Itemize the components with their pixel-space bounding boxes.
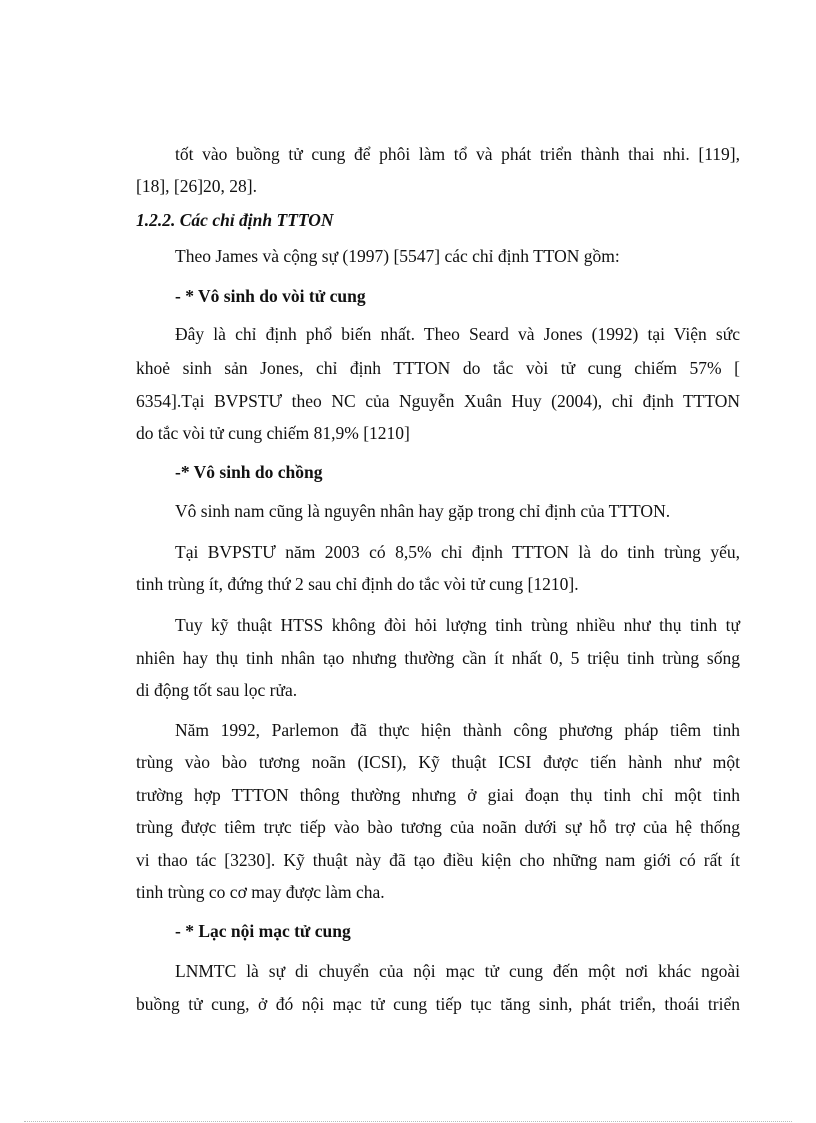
paragraph-line: [18], [26]20, 28]. bbox=[136, 176, 258, 196]
paragraph-line: khoẻ sinh sản Jones, chỉ định TTTON do tắc vòi tử cung chiếm 57% [ bbox=[136, 358, 740, 378]
paragraph-line: Vô sinh nam cũng là nguyên nhân hay gặp trong chỉ định của TTTON. bbox=[175, 501, 671, 521]
paragraph-line: 6354].Tại BVPSTƯ theo NC của Nguyễn Xuân Huy (2004), chỉ định TTTON bbox=[136, 391, 740, 411]
paragraph-line: di động tốt sau lọc rửa. bbox=[136, 680, 298, 700]
paragraph-line: nhiên hay thụ tinh nhân tạo nhưng thường cần ít nhất 0, 5 triệu tinh trùng sống bbox=[136, 648, 740, 668]
page-bottom-rule bbox=[24, 1121, 792, 1122]
paragraph-line: tinh trùng co cơ may được làm cha. bbox=[136, 882, 385, 902]
sub-heading: - * Vô sinh do vòi tử cung bbox=[175, 286, 366, 306]
paragraph-line: Tuy kỹ thuật HTSS không đòi hỏi lượng tinh trùng nhiều như thụ tinh tự bbox=[175, 615, 740, 635]
sub-heading: - * Lạc nội mạc tử cung bbox=[175, 921, 351, 941]
paragraph-line: Theo James và cộng sự (1997) [5547] các chỉ định TTON gồm: bbox=[175, 246, 620, 266]
sub-heading: -* Vô sinh do chồng bbox=[175, 462, 323, 482]
paragraph-line: tốt vào buồng tử cung để phôi làm tổ và phát triển thành thai nhi. [119], bbox=[175, 144, 740, 164]
paragraph-line: buồng tử cung, ở đó nội mạc tử cung tiếp tục tăng sinh, phát triển, thoái triển bbox=[136, 994, 740, 1014]
paragraph-line: trường hợp TTTON thông thường nhưng ở giai đoạn thụ tinh chỉ một tinh bbox=[136, 785, 740, 805]
paragraph-line: do tắc vòi tử cung chiếm 81,9% [1210] bbox=[136, 423, 410, 443]
paragraph-line: trùng được tiêm trực tiếp vào bào tương của noãn dưới sự hỗ trợ của hệ thống bbox=[136, 817, 740, 837]
paragraph-line: Năm 1992, Parlemon đã thực hiện thành công phương pháp tiêm tinh bbox=[175, 720, 740, 740]
paragraph-line: trùng vào bào tương noãn (ICSI), Kỹ thuật ICSI được tiến hành như một bbox=[136, 752, 740, 772]
paragraph-line: LNMTC là sự di chuyển của nội mạc tử cung đến một nơi khác ngoài bbox=[175, 961, 740, 981]
paragraph-line: Tại BVPSTƯ năm 2003 có 8,5% chỉ định TTTON là do tinh trùng yếu, bbox=[175, 542, 740, 562]
paragraph-line: vi thao tác [3230]. Kỹ thuật này đã tạo điều kiện cho những nam giới có rất ít bbox=[136, 850, 740, 870]
section-heading: 1.2.2. Các chỉ định TTTON bbox=[136, 210, 334, 230]
paragraph-line: tinh trùng ít, đứng thứ 2 sau chỉ định do tắc vòi tử cung [1210]. bbox=[136, 574, 579, 594]
paragraph-line: Đây là chỉ định phổ biến nhất. Theo Seard và Jones (1992) tại Viện sức bbox=[175, 324, 740, 344]
